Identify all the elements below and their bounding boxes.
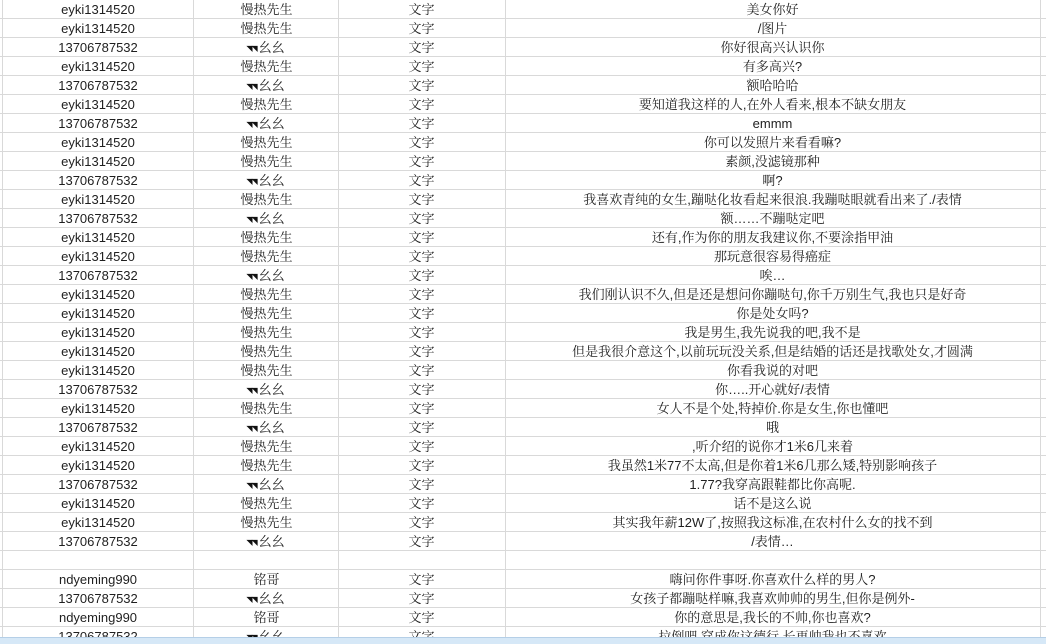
cell-message[interactable]: 额哈哈哈 (746, 78, 799, 93)
nickname-text: 铭哥 (253, 572, 280, 587)
cell-msg-type[interactable]: 文字 (408, 306, 435, 321)
nickname-text: 铭哥 (253, 610, 280, 625)
table-row (0, 266, 1046, 285)
cell-nickname[interactable] (193, 551, 338, 570)
cell-nickname[interactable] (193, 418, 338, 437)
bottom-scrollbar-strip[interactable] (0, 637, 1046, 644)
nickname-text: 慢热先生 (240, 496, 293, 511)
cell-nickname[interactable] (193, 475, 338, 494)
cell-sender-id[interactable]: eyki1314520 (61, 249, 135, 264)
table-row (0, 399, 1046, 418)
cell-msg-type[interactable]: 文字 (408, 477, 435, 492)
table-row (0, 456, 1046, 475)
cell-nickname[interactable] (193, 38, 338, 57)
table-row (0, 304, 1046, 323)
grid-line-col-nickname-end (338, 0, 339, 644)
cell-msg-type[interactable]: 文字 (408, 515, 435, 530)
table-row (0, 171, 1046, 190)
cell-sender-id[interactable]: eyki1314520 (61, 97, 135, 112)
cell-msg-type[interactable]: 文字 (408, 610, 435, 625)
cell-message[interactable]: 唉… (759, 268, 786, 283)
cell-sender-id[interactable]: eyki1314520 (61, 135, 135, 150)
nickname-text: 慢热先生 (240, 439, 293, 454)
cell-sender-id[interactable] (3, 551, 193, 570)
cell-nickname[interactable] (193, 247, 338, 266)
table-row (0, 114, 1046, 133)
cell-message[interactable]: 额……不蹦哒定吧 (720, 211, 825, 226)
unknown-emoji-icon: ◥◥ (246, 44, 257, 53)
cell-message[interactable]: 你是处女吗? (736, 306, 809, 321)
cell-sender-id[interactable]: 13706787532 (58, 211, 138, 226)
cell-sender-id[interactable]: 13706787532 (58, 477, 138, 492)
cell-sender-id[interactable]: eyki1314520 (61, 515, 135, 530)
cell-sender-id[interactable]: eyki1314520 (61, 230, 135, 245)
cell-message[interactable]: 嗨问你件事呀.你喜欢什么样的男人? (669, 572, 876, 587)
cell-message[interactable]: /表情… (751, 534, 794, 549)
grid-line-col-message-end (1040, 0, 1041, 644)
unknown-emoji-icon: ◥◥ (246, 215, 257, 224)
cell-message[interactable]: 但是我很介意这个,以前玩玩没关系,但是结婚的话还是找歌处女,才圆满 (572, 344, 973, 359)
nickname-text: 幺幺 (258, 534, 285, 549)
cell-message[interactable]: 你看我说的对吧 (726, 363, 818, 378)
cell-msg-type[interactable]: 文字 (408, 59, 435, 74)
cell-nickname[interactable] (193, 589, 338, 608)
cell-sender-id[interactable]: eyki1314520 (61, 287, 135, 302)
cell-msg-type[interactable]: 文字 (408, 230, 435, 245)
cell-msg-type[interactable]: 文字 (408, 591, 435, 606)
cell-message[interactable]: /图片 (757, 21, 788, 36)
grid-line-col-type-end (505, 0, 506, 644)
grid-line-col-id-end (193, 0, 194, 644)
cell-sender-id[interactable]: 13706787532 (58, 173, 138, 188)
cell-msg-type[interactable]: 文字 (408, 401, 435, 416)
nickname-text: 慢热先生 (240, 59, 293, 74)
cell-nickname[interactable] (193, 190, 338, 209)
nickname-text: 慢热先生 (240, 249, 293, 264)
cell-msg-type[interactable]: 文字 (408, 534, 435, 549)
table-row (0, 133, 1046, 152)
cell-message[interactable]: 有多高兴? (742, 59, 803, 74)
cell-sender-id[interactable]: ndyeming990 (58, 610, 138, 625)
table-row (0, 342, 1046, 361)
nickname-text: 慢热先生 (240, 458, 293, 473)
table-row (0, 361, 1046, 380)
cell-message[interactable]: 啊? (762, 173, 783, 188)
unknown-emoji-icon: ◥◥ (246, 386, 257, 395)
table-row (0, 323, 1046, 342)
cell-message[interactable]: 1.77?我穿高跟鞋都比你高呢. (689, 477, 856, 492)
cell-nickname[interactable] (193, 494, 338, 513)
nickname-text: 幺幺 (258, 477, 285, 492)
nickname-text: 慢热先生 (240, 97, 293, 112)
cell-msg-type[interactable]: 文字 (408, 2, 435, 17)
cell-sender-id[interactable]: 13706787532 (58, 534, 138, 549)
cell-msg-type[interactable]: 文字 (408, 135, 435, 150)
nickname-text: 慢热先生 (240, 135, 293, 150)
cell-msg-type[interactable]: 文字 (408, 21, 435, 36)
table-row (0, 551, 1046, 570)
cell-message[interactable]: 我虽然1米77不太高,但是你着1米6几那么矮,特别影响孩子 (607, 458, 938, 473)
cell-nickname[interactable] (193, 285, 338, 304)
cell-message[interactable]: 你好很高兴认识你 (720, 40, 825, 55)
nickname-text: 幺幺 (258, 40, 285, 55)
cell-nickname[interactable] (193, 361, 338, 380)
cell-nickname[interactable] (193, 570, 338, 589)
cell-nickname[interactable] (193, 76, 338, 95)
table-row (0, 285, 1046, 304)
cell-message[interactable]: emmm (752, 116, 793, 131)
nickname-text: 慢热先生 (240, 306, 293, 321)
unknown-emoji-icon: ◥◥ (246, 538, 257, 547)
cell-message[interactable]: 你的意思是,我长的不帅,你也喜欢? (674, 610, 871, 625)
cell-msg-type[interactable]: 文字 (408, 382, 435, 397)
table-row (0, 437, 1046, 456)
cell-message[interactable]: 其实我年薪12W了,按照我这标准,在农村什么女的找不到 (612, 515, 933, 530)
cell-message[interactable]: 话不是这么说 (733, 496, 812, 511)
cell-sender-id[interactable]: 13706787532 (58, 40, 138, 55)
cell-sender-id[interactable]: ndyeming990 (58, 572, 138, 587)
nickname-text: 幺幺 (258, 591, 285, 606)
cell-nickname[interactable] (193, 456, 338, 475)
cell-sender-id[interactable]: eyki1314520 (61, 2, 135, 17)
cell-msg-type[interactable]: 文字 (408, 211, 435, 226)
nickname-text: 慢热先生 (240, 515, 293, 530)
table-row (0, 494, 1046, 513)
cell-sender-id[interactable]: 13706787532 (58, 78, 138, 93)
nickname-text: 慢热先生 (240, 344, 293, 359)
cell-sender-id[interactable]: eyki1314520 (61, 458, 135, 473)
cell-msg-type[interactable]: 文字 (408, 40, 435, 55)
nickname-text: 幺幺 (258, 382, 285, 397)
cell-message[interactable]: 哦 (765, 420, 779, 435)
cell-msg-type[interactable]: 文字 (408, 572, 435, 587)
cell-message[interactable] (505, 551, 1040, 570)
nickname-text: 慢热先生 (240, 401, 293, 416)
cell-message[interactable]: 你可以发照片来看看嘛? (703, 135, 842, 150)
cell-nickname[interactable] (193, 57, 338, 76)
cell-message[interactable]: 女孩子都蹦哒样嘛,我喜欢帅帅的男生,但你是例外- (630, 591, 915, 606)
cell-msg-type[interactable]: 文字 (408, 496, 435, 511)
table-row (0, 209, 1046, 228)
cell-nickname[interactable] (193, 437, 338, 456)
cell-sender-id[interactable]: 13706787532 (58, 420, 138, 435)
table-row (0, 228, 1046, 247)
cell-nickname[interactable] (193, 19, 338, 38)
cell-msg-type[interactable]: 文字 (408, 420, 435, 435)
nickname-text: 幺幺 (258, 420, 285, 435)
table-row (0, 589, 1046, 608)
cell-sender-id[interactable]: 13706787532 (58, 382, 138, 397)
nickname-text: 慢热先生 (240, 287, 293, 302)
unknown-emoji-icon: ◥◥ (246, 424, 257, 433)
grid-line-left (2, 0, 3, 644)
nickname-text: 慢热先生 (240, 154, 293, 169)
cell-msg-type[interactable]: 文字 (408, 344, 435, 359)
table-row (0, 570, 1046, 589)
table-row (0, 0, 1046, 19)
nickname-text: 慢热先生 (240, 21, 293, 36)
cell-nickname[interactable] (193, 532, 338, 551)
table-row (0, 57, 1046, 76)
nickname-text: 慢热先生 (240, 363, 293, 378)
table-row (0, 475, 1046, 494)
nickname-text: 慢热先生 (240, 230, 293, 245)
cell-nickname[interactable] (193, 380, 338, 399)
cell-message[interactable]: ,听介绍的说你才1米6几来着 (691, 439, 854, 454)
table-row (0, 513, 1046, 532)
cell-nickname[interactable] (193, 342, 338, 361)
cell-sender-id[interactable]: eyki1314520 (61, 21, 135, 36)
cell-nickname[interactable] (193, 152, 338, 171)
cell-message[interactable]: 我喜欢青纯的女生,蹦哒化妆看起来很浪.我蹦哒眼就看出来了./表情 (583, 192, 962, 207)
cell-msg-type[interactable]: 文字 (408, 192, 435, 207)
cell-sender-id[interactable]: 13706787532 (58, 591, 138, 606)
cell-message[interactable]: 我是男生,我先说我的吧,我不是 (684, 325, 861, 340)
cell-sender-id[interactable]: eyki1314520 (61, 401, 135, 416)
cell-msg-type[interactable]: 文字 (408, 173, 435, 188)
cell-sender-id[interactable]: eyki1314520 (61, 344, 135, 359)
cell-message[interactable]: 你…..开心就好/表情 (715, 382, 830, 397)
cell-nickname[interactable] (193, 608, 338, 627)
cell-nickname[interactable] (193, 95, 338, 114)
nickname-text: 慢热先生 (240, 2, 293, 17)
cell-msg-type[interactable]: 文字 (408, 268, 435, 283)
cell-sender-id[interactable]: eyki1314520 (61, 192, 135, 207)
table-row (0, 19, 1046, 38)
cell-message[interactable]: 还有,作为你的朋友我建议你,不要涂指甲油 (651, 230, 894, 245)
table-row (0, 76, 1046, 95)
nickname-text: 幺幺 (258, 173, 285, 188)
cell-nickname[interactable] (193, 133, 338, 152)
table-row (0, 608, 1046, 627)
cell-nickname[interactable] (193, 228, 338, 247)
unknown-emoji-icon: ◥◥ (246, 82, 257, 91)
cell-sender-id[interactable]: eyki1314520 (61, 306, 135, 321)
table-row (0, 247, 1046, 266)
cell-msg-type[interactable]: 文字 (408, 325, 435, 340)
table-row (0, 95, 1046, 114)
cell-sender-id[interactable]: eyki1314520 (61, 154, 135, 169)
cell-nickname[interactable] (193, 114, 338, 133)
cell-msg-type[interactable]: 文字 (408, 97, 435, 112)
table-row (0, 152, 1046, 171)
cell-nickname[interactable] (193, 171, 338, 190)
cell-msg-type[interactable]: 文字 (408, 439, 435, 454)
nickname-text: 幺幺 (258, 211, 285, 226)
cell-sender-id[interactable]: eyki1314520 (61, 439, 135, 454)
cell-sender-id[interactable]: eyki1314520 (61, 363, 135, 378)
cell-msg-type[interactable]: 文字 (408, 116, 435, 131)
cell-msg-type[interactable]: 文字 (408, 363, 435, 378)
cell-message[interactable]: 女人不是个处,特掉价.你是女生,你也懂吧 (656, 401, 889, 416)
unknown-emoji-icon: ◥◥ (246, 481, 257, 490)
cell-message[interactable]: 我们刚认识不久,但是还是想问你蹦哒句,你千万别生气,我也只是好奇 (578, 287, 967, 302)
unknown-emoji-icon: ◥◥ (246, 595, 257, 604)
cell-msg-type[interactable]: 文字 (408, 78, 435, 93)
cell-nickname[interactable] (193, 323, 338, 342)
unknown-emoji-icon: ◥◥ (246, 177, 257, 186)
unknown-emoji-icon: ◥◥ (246, 120, 257, 129)
nickname-text: 慢热先生 (240, 192, 293, 207)
unknown-emoji-icon: ◥◥ (246, 272, 257, 281)
cell-nickname[interactable] (193, 399, 338, 418)
cell-message[interactable]: 素颜,没滤镜那种 (725, 154, 820, 169)
cell-nickname[interactable] (193, 513, 338, 532)
nickname-text: 幺幺 (258, 268, 285, 283)
cell-nickname[interactable] (193, 0, 338, 19)
cell-sender-id[interactable]: eyki1314520 (61, 496, 135, 511)
cell-nickname[interactable] (193, 266, 338, 285)
table-row (0, 190, 1046, 209)
cell-msg-type[interactable]: 文字 (408, 458, 435, 473)
table-row (0, 418, 1046, 437)
table-row (0, 532, 1046, 551)
nickname-text: 慢热先生 (240, 325, 293, 340)
cell-msg-type[interactable]: 文字 (408, 154, 435, 169)
cell-nickname[interactable] (193, 304, 338, 323)
cell-sender-id[interactable]: 13706787532 (58, 116, 138, 131)
table-row (0, 38, 1046, 57)
cell-message[interactable]: 那玩意很容易得癌症 (713, 249, 831, 264)
cell-msg-type[interactable] (338, 551, 505, 570)
cell-nickname[interactable] (193, 209, 338, 228)
table-row (0, 380, 1046, 399)
cell-message[interactable]: 美女你好 (746, 2, 799, 17)
cell-sender-id[interactable]: eyki1314520 (61, 325, 135, 340)
cell-message[interactable]: 要知道我这样的人,在外人看来,根本不缺女朋友 (638, 97, 907, 112)
nickname-text: 幺幺 (258, 78, 285, 93)
nickname-text: 幺幺 (258, 116, 285, 131)
cell-msg-type[interactable]: 文字 (408, 287, 435, 302)
cell-sender-id[interactable]: 13706787532 (58, 268, 138, 283)
cell-msg-type[interactable]: 文字 (408, 249, 435, 264)
cell-sender-id[interactable]: eyki1314520 (61, 59, 135, 74)
